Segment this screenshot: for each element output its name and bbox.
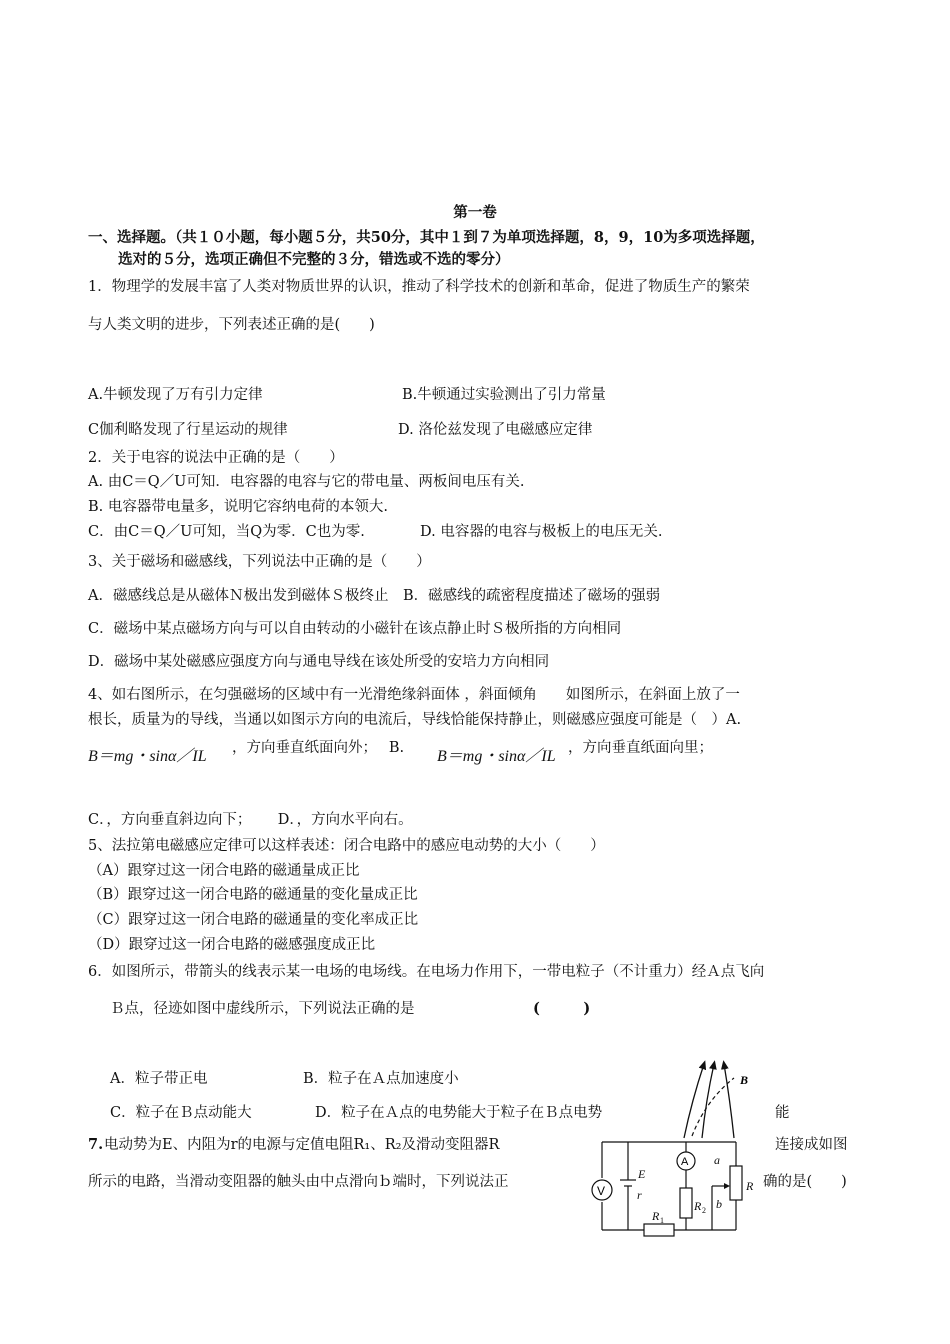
q2-stem: 2．关于电容的说法中正确的是（ ） [88,450,344,466]
q5-option-d: （D）跟穿过这一闭合电路的磁感强度成正比 [88,937,376,953]
q6-option-a: A．粒子带正电 [110,1071,208,1087]
rheostat-slider-arrow [724,1183,730,1189]
field-line-3 [724,1064,734,1138]
q1-option-a: A.牛顿发现了万有引力定律 [88,387,263,403]
r1-sub: 1 [660,1216,664,1225]
emf-label: E [638,1167,646,1181]
terminal-a-label: a [714,1153,720,1167]
q5-option-a: （A）跟穿过这一闭合电路的磁通量成正比 [88,863,360,879]
field-line-1 [684,1064,704,1138]
field-line-2 [702,1064,714,1138]
q4-option-cd: C．，方向垂直斜边向下； D．，方向水平向右。 [88,812,413,828]
q6-option-c: C．粒子在Ｂ点动能大 [110,1105,252,1121]
page-heading: 第一卷 [453,204,497,221]
q4-formula-b: B＝mg・sinα／IL [437,748,556,765]
q6-option-d: D．粒子在Ａ点的电势能大于粒子在Ｂ点电势 [315,1105,603,1121]
svg-text:V: V [597,1184,606,1198]
circuit-diagram [588,1138,758,1248]
r2-sub: 2 [702,1206,706,1215]
r1-label: R [652,1209,660,1223]
r2-label: R [694,1199,702,1213]
q1-stem-line2: 与人类文明的进步，下列表述正确的是( ) [88,317,375,333]
q4-stem-line2: 根长，质量为的导线，当通以如图示方向的电流后，导线恰能保持静止，则磁感应强度可能是（ ）A. [88,712,742,728]
q6-stem-line2: Ｂ点，径迹如图中虚线所示，下列说法正确的是 [110,1001,415,1017]
q2-option-d: D. 电容器的电容与极板上的电压无关. [420,524,663,540]
q5-option-c: （C）跟穿过这一闭合电路的磁通量的变化率成正比 [88,912,419,928]
q5-option-b: （B）跟穿过这一闭合电路的磁通量的变化量成正比 [88,887,418,903]
q6-stem-line1: 6．如图所示，带箭头的线表示某一电场的电场线。在电场力作用下，一带电粒子（不计重力）经Ａ点飞向 [88,964,765,980]
q1-stem-line1: 1．物理学的发展丰富了人类对物质世界的认识，推动了科学技术的创新和革命，促进了物质生产的繁荣 [88,279,750,295]
q3-option-d: D．磁场中某处磁感应强度方向与通电导线在该处所受的安培力方向相同 [88,654,550,670]
q6-answer-paren: ( ) [533,1000,591,1017]
q4-after-b: ，方向垂直纸面向里； [568,740,713,756]
q7-number: 7. [88,1136,104,1153]
q7-stem-line2-tail: 确的是( ) [763,1174,847,1190]
q7-stem-line1-tail: 连接成如图 [775,1137,848,1153]
q2-option-c: C．由C＝Q／U可知，当Q为零．C也为零. [88,524,365,540]
electric-field-figure [676,1060,766,1140]
q6-option-b: B．粒子在Ａ点加速度小 [303,1071,459,1087]
terminal-b-label: b [716,1197,722,1211]
svg-text:A: A [681,1156,689,1168]
q4-stem-line1: 4、如右图所示，在匀强磁场的区域中有一光滑绝缘斜面体 ，斜面倾角 如图所示，在斜面上放了一 [88,687,740,703]
q3-option-ab: A．磁感线总是从磁体Ｎ极出发到磁体Ｓ极终止 B．磁感线的疏密程度描述了磁场的强弱 [88,588,661,604]
q4-formula-a: B＝mg・sinα／IL [88,748,207,765]
q1-option-c: C伽利略发现了行星运动的规律 [88,422,288,438]
rheostat-label: R [746,1179,754,1193]
q1-option-b: B.牛顿通过实验测出了引力常量 [402,387,606,403]
q6-option-d-tail: 能 [775,1105,790,1121]
q3-option-c: C．磁场中某点磁场方向与可以自由转动的小磁针在该点静止时Ｓ极所指的方向相同 [88,621,622,637]
section-title-line1: 一、选择题。（共１０小题，每小题５分，共50分，其中１到７为单项选择题，8，9，10为多项选择题， [88,229,765,246]
q7-stem-line2: 所示的电路，当滑动变阻器的触头由中点滑向ｂ端时，下列说法正 [88,1174,509,1190]
q5-stem: 5、法拉第电磁感应定律可以这样表述：闭合电路中的感应电动势的大小（ ） [88,838,605,854]
section-title-line2: 选对的５分，选项正确但不完整的３分，错选或不选的零分） [118,251,510,268]
q4-after-a: ，方向垂直纸面向外； B. [232,740,405,756]
point-b-label: B [740,1073,749,1087]
q7-stem-line1: 电动势为E、内阻为r的电源与定值电阻R₁、R₂及滑动变阻器R [104,1137,500,1153]
q1-option-d: D. 洛伦兹发现了电磁感应定律 [398,422,593,438]
q3-stem: 3、关于磁场和磁感线，下列说法中正确的是（ ） [88,554,431,570]
q2-option-a: A. 由C＝Q／U可知．电容器的电容与它的带电量、两板间电压有关. [88,474,525,490]
q2-option-b: B. 电容器带电量多，说明它容纳电荷的本领大. [88,499,388,515]
internal-r-label: r [637,1188,642,1202]
